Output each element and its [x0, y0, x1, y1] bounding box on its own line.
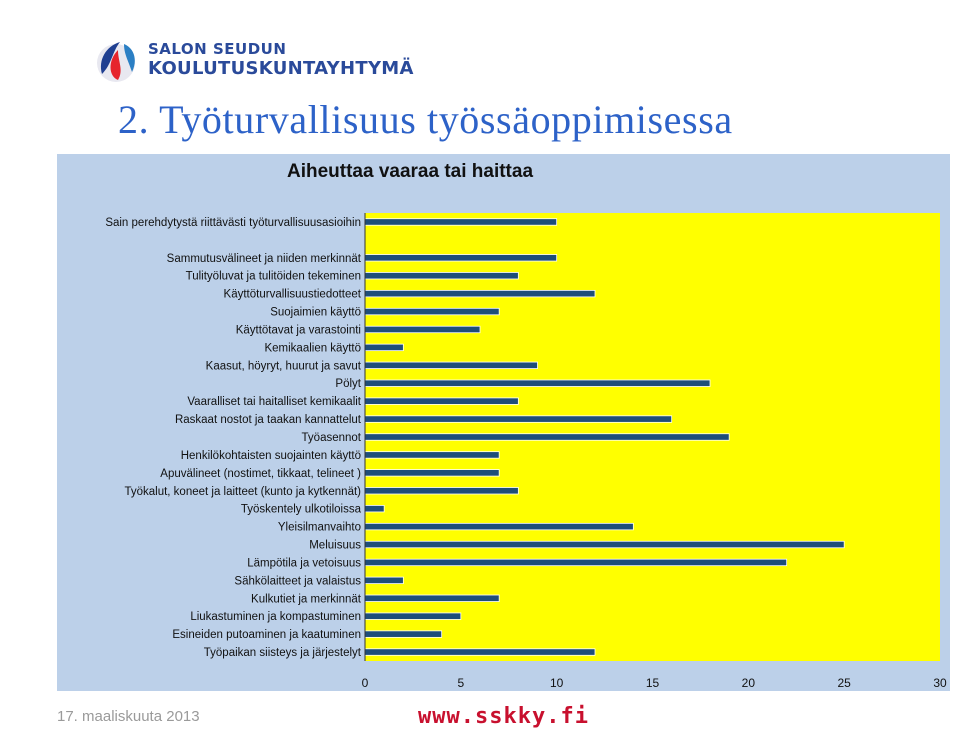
bar	[365, 272, 518, 279]
y-tick-label: Yleisilmanvaihto	[277, 521, 361, 534]
x-tick-label: 5	[457, 676, 465, 690]
bar	[365, 362, 538, 369]
y-tick-label: Työkalut, koneet ja laitteet (kunto ja kytkennät)	[124, 485, 361, 498]
y-tick-label: Meluisuus	[309, 539, 361, 552]
bar	[365, 380, 710, 387]
y-tick-label: Sammutusvälineet ja niiden merkinnät	[166, 252, 361, 265]
org-name-line1: SALON SEUDUN	[148, 40, 287, 58]
x-tick-label: 15	[645, 676, 660, 690]
bar	[365, 255, 557, 261]
y-tick-label: Apuvälineet (nostimet, tikkaat, telineet )	[160, 467, 361, 480]
y-tick-label: Sain perehdytystä riittävästi työturvallisuusasioihin	[105, 216, 361, 229]
bar	[365, 470, 499, 477]
bar	[365, 577, 403, 584]
y-tick-label: Kaasut, höyryt, huurut ja savut	[205, 360, 361, 373]
bar	[365, 452, 499, 459]
y-tick-label: Vaaralliset tai haitalliset kemikaalit	[187, 396, 361, 409]
x-tick-label: 25	[837, 676, 851, 690]
footer-url[interactable]: www.sskky.fi	[418, 704, 589, 729]
bar	[365, 326, 480, 333]
bar	[365, 631, 442, 638]
y-tick-label: Sähkölaitteet ja valaistus	[234, 575, 361, 588]
y-tick-label: Työasennot	[301, 432, 361, 444]
bar	[365, 434, 729, 441]
y-tick-label: Raskaat nostot ja taakan kannattelut	[174, 414, 361, 427]
y-tick-label: Liukastuminen ja kompastuminen	[190, 611, 361, 624]
x-tick-label: 30	[933, 676, 947, 690]
y-tick-label: Henkilökohtaisten suojainten käyttö	[180, 449, 361, 462]
y-tick-label: Kemikaalien käyttö	[264, 342, 361, 355]
footer-date: 17. maaliskuuta 2013	[57, 708, 200, 725]
org-name-line2: KOULUTUSKUNTAYHTYMÄ	[148, 58, 414, 79]
bar	[365, 595, 499, 602]
y-tick-label: Työpaikan siisteys ja järjestelyt	[203, 647, 361, 660]
bar	[365, 523, 633, 530]
chart-title: Aiheuttaa vaaraa tai haittaa	[286, 161, 534, 182]
bar	[365, 344, 403, 351]
bar	[365, 219, 557, 226]
y-tick-label: Tulityöluvat ja tulitöiden tekeminen	[185, 270, 361, 283]
y-tick-label: Suojaimien käyttö	[270, 306, 361, 319]
slide-title: 2. Työturvallisuus työssäoppimisessa	[118, 97, 733, 142]
bar	[365, 505, 384, 512]
bar	[365, 559, 787, 566]
y-tick-label: Työskentely ulkotiloissa	[240, 503, 361, 516]
bar	[365, 398, 518, 405]
bar	[365, 290, 595, 297]
x-tick-label: 20	[741, 676, 756, 690]
y-tick-label: Kulkutiet ja merkinnät	[251, 593, 361, 606]
bar	[365, 416, 672, 423]
y-tick-label: Esineiden putoaminen ja kaatuminen	[172, 629, 361, 642]
bar	[365, 613, 461, 620]
y-tick-label: Käyttötavat ja varastointi	[235, 324, 361, 337]
y-tick-label: Käyttöturvallisuustiedotteet	[223, 288, 361, 301]
bar	[365, 649, 595, 656]
bar	[365, 488, 518, 495]
x-tick-label: 0	[361, 676, 369, 690]
x-tick-label: 10	[549, 676, 564, 690]
y-tick-label: Pölyt	[335, 378, 361, 391]
y-tick-label: Lämpötila ja vetoisuus	[247, 557, 361, 570]
bar	[365, 308, 499, 315]
bar	[365, 541, 844, 548]
